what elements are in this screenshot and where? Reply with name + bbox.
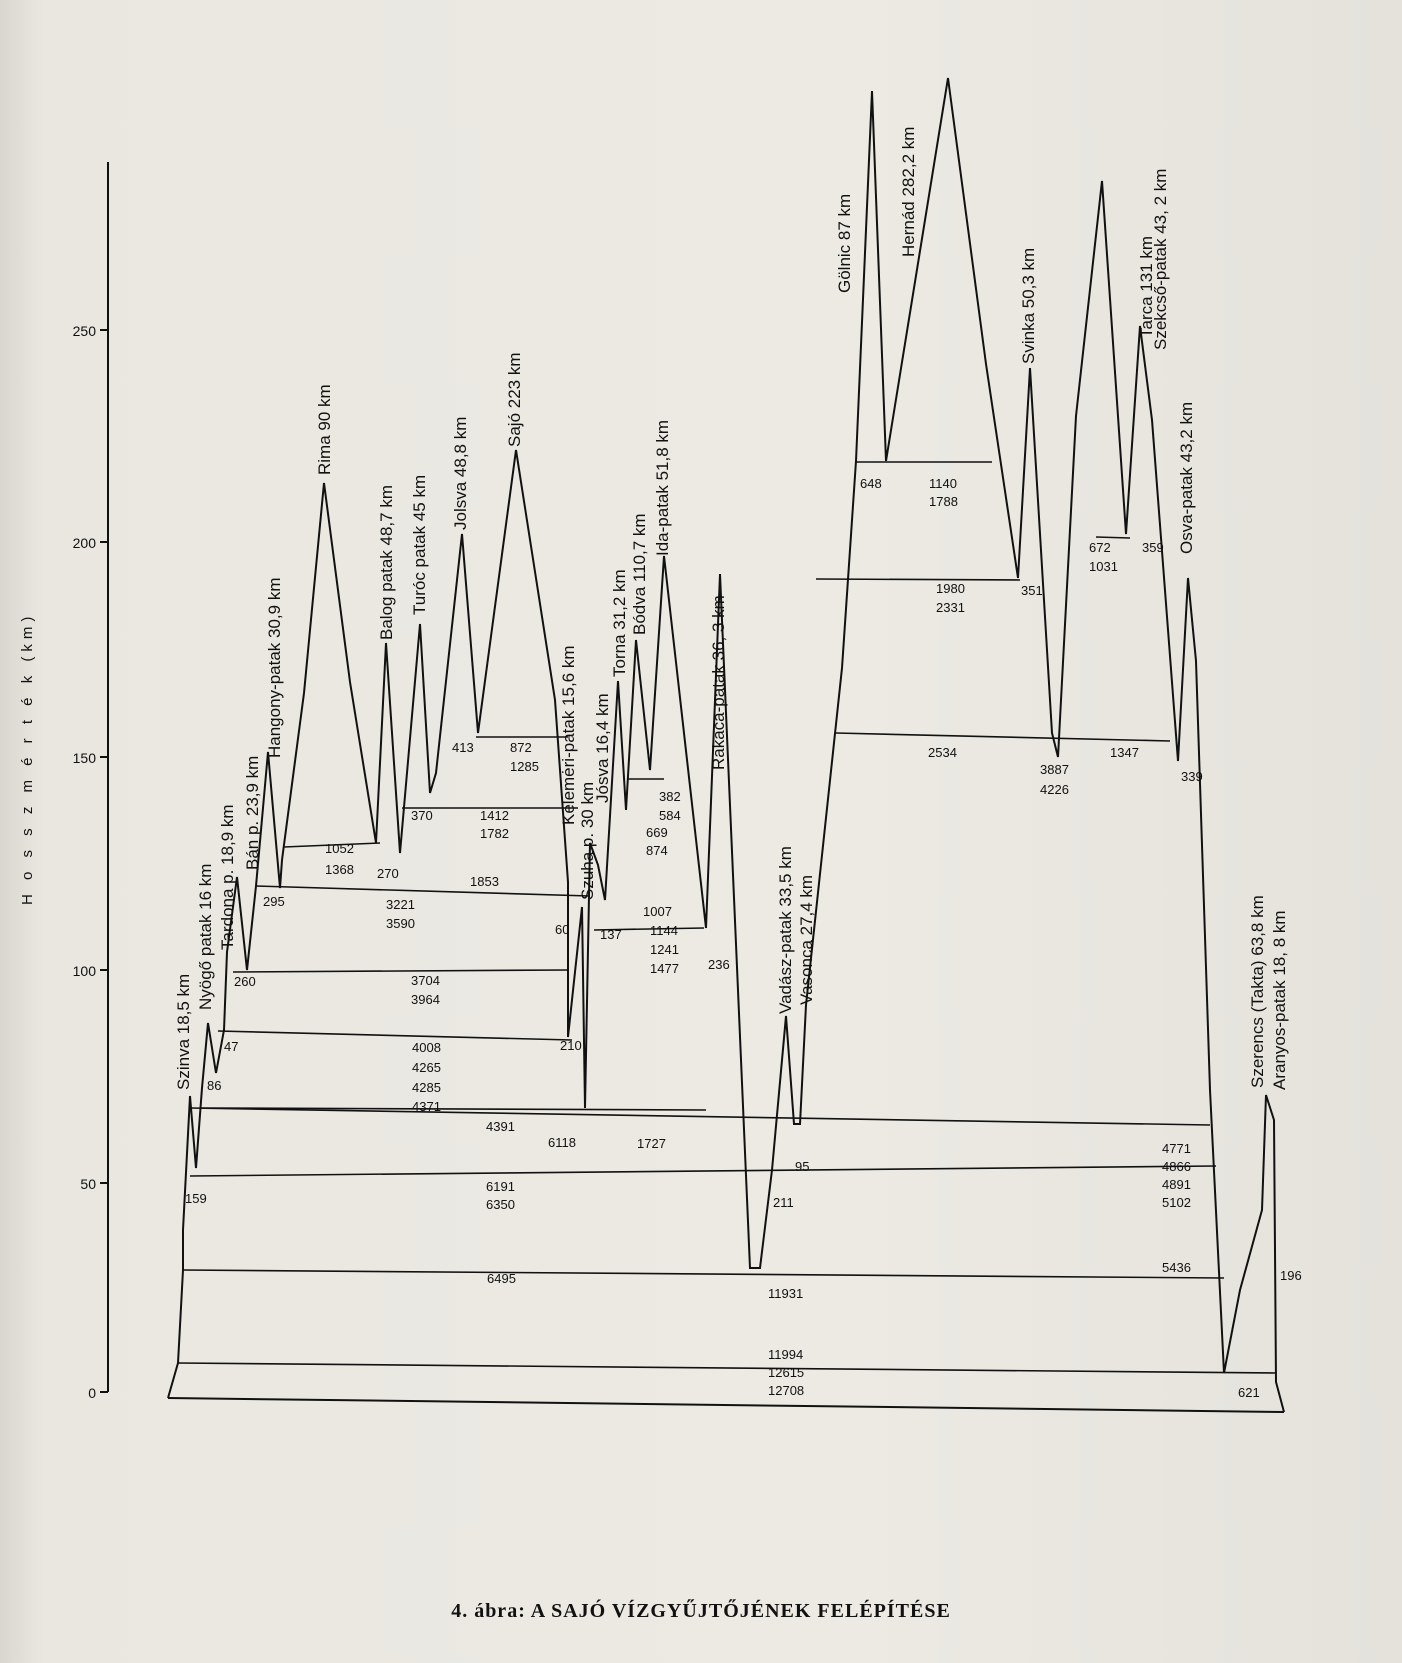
- flow-value-label: 270: [377, 866, 399, 881]
- flow-value-label: 1368: [325, 862, 354, 877]
- flow-value-label: 1007: [643, 904, 672, 919]
- flow-value-label: 3590: [386, 916, 415, 931]
- flow-value-label: 47: [224, 1039, 239, 1054]
- flow-value-label: 95: [795, 1159, 810, 1174]
- flow-value-label: 6191: [486, 1179, 515, 1194]
- stream-label: Ida-patak 51,8 km: [653, 419, 672, 556]
- tick-label: 50: [80, 1176, 96, 1192]
- stream-label: Gölnic 87 km: [835, 193, 854, 293]
- flow-value-label: 137: [600, 927, 622, 942]
- flow-value-label: 4265: [412, 1060, 441, 1075]
- flow-value-label: 1052: [325, 841, 354, 856]
- flow-value-label: 648: [860, 476, 882, 491]
- flow-value-label: 1477: [650, 961, 679, 976]
- flow-value-label: 4866: [1162, 1159, 1191, 1174]
- flow-value-label: 4008: [412, 1040, 441, 1055]
- flow-value-label: 874: [646, 843, 668, 858]
- tributary-baseline: [836, 733, 1170, 741]
- flow-value-label: 12615: [768, 1365, 805, 1380]
- flow-value-label: 60: [555, 922, 570, 937]
- tributary-baseline: [218, 1031, 572, 1040]
- tributary-baseline: [1096, 537, 1130, 538]
- flow-value-label: 6495: [487, 1271, 516, 1286]
- stream-label: Jolsva 48,8 km: [451, 416, 470, 530]
- tributary-baseline: [816, 579, 1020, 580]
- stream-label: Vadász-patak 33,5 km: [776, 846, 795, 1014]
- stream-label: Hernád 282,2 km: [899, 126, 918, 257]
- tributary-baseline: [168, 1398, 1284, 1412]
- stream-label: Tarca 131 km: [1137, 235, 1156, 338]
- flow-value-label: 1727: [637, 1136, 666, 1151]
- value-labels: [185, 476, 1302, 1400]
- flow-value-label: 1980: [936, 581, 965, 596]
- stream-label: Kelemėri-patak 15,6 km: [559, 645, 578, 825]
- stream-label: Tardona p. 18,9 km: [218, 804, 237, 950]
- stream-label: Hangony-patak 30,9 km: [265, 577, 284, 758]
- flow-value-label: 210: [560, 1038, 582, 1053]
- stream-label: Jósva 16,4 km: [593, 693, 612, 803]
- stream-label: Sajó 223 km: [505, 352, 524, 447]
- stream-label: Szinva 18,5 km: [174, 973, 193, 1090]
- flow-value-label: 382: [659, 789, 681, 804]
- stream-label: Torna 31,2 km: [610, 569, 629, 677]
- flow-value-label: 621: [1238, 1385, 1260, 1400]
- flow-value-label: 260: [234, 974, 256, 989]
- tributary-baseline: [190, 1166, 1216, 1176]
- flow-value-label: 86: [207, 1078, 222, 1093]
- flow-value-label: 1285: [510, 759, 539, 774]
- flow-value-label: 4391: [486, 1119, 515, 1134]
- tributary-baseline: [182, 1270, 1224, 1278]
- flow-value-label: 672: [1089, 540, 1111, 555]
- flow-value-label: 1782: [480, 826, 509, 841]
- flow-value-label: 1031: [1089, 559, 1118, 574]
- stream-label: Balog patak 48,7 km: [377, 485, 396, 640]
- flow-value-label: 236: [708, 957, 730, 972]
- stream-label: Osva-patak 43,2 km: [1177, 401, 1196, 554]
- flow-value-label: 1788: [929, 494, 958, 509]
- flow-value-label: 4771: [1162, 1141, 1191, 1156]
- flow-value-label: 5102: [1162, 1195, 1191, 1210]
- axis-tick-200: [73, 535, 108, 551]
- tributary-baseline: [233, 970, 568, 972]
- stream-label: Bódva 110,7 km: [630, 513, 649, 635]
- stream-label: Nyögő patak 16 km: [196, 863, 215, 1010]
- stream-label: Szerencs (Takta) 63,8 km: [1248, 895, 1267, 1088]
- flow-value-label: 370: [411, 808, 433, 823]
- axis-tick-250: [73, 323, 108, 339]
- flow-value-label: 3221: [386, 897, 415, 912]
- flow-value-label: 4285: [412, 1080, 441, 1095]
- flow-value-label: 6350: [486, 1197, 515, 1212]
- axis-tick-0: [88, 1385, 108, 1401]
- tick-label: 150: [72, 750, 96, 766]
- tick-label: 0: [88, 1385, 96, 1401]
- tributary-baseline: [256, 886, 590, 896]
- flow-value-label: 1412: [480, 808, 509, 823]
- flow-value-label: 413: [452, 740, 474, 755]
- flow-value-label: 4891: [1162, 1177, 1191, 1192]
- flow-value-label: 5436: [1162, 1260, 1191, 1275]
- flow-value-label: 359: [1142, 540, 1164, 555]
- flow-value-label: 1241: [650, 942, 679, 957]
- axis-title: H o s s z m é r t é k (km): [19, 611, 36, 905]
- length-axis: [19, 162, 108, 1401]
- stream-label: Vasonca 27,4 km: [797, 874, 816, 1005]
- flow-value-label: 1853: [470, 874, 499, 889]
- axis-tick-150: [73, 750, 108, 766]
- flow-value-label: 295: [263, 894, 285, 909]
- figure-caption: 4. ábra: A SAJÓ VÍZGYŰJTŐJÉNEK FELÉPÍTÉSE: [451, 1600, 951, 1622]
- axis-tick-100: [73, 963, 108, 979]
- flow-value-label: 4226: [1040, 782, 1069, 797]
- stream-label: Svinka 50,3 km: [1019, 247, 1038, 364]
- tick-label: 100: [72, 963, 96, 979]
- flow-value-label: 339: [1181, 769, 1203, 784]
- flow-value-label: 12708: [768, 1383, 805, 1398]
- stream-label: Aranyos-patak 18, 8 km: [1270, 910, 1289, 1090]
- stream-label: Rima 90 km: [315, 384, 334, 475]
- flow-value-label: 3704: [411, 973, 440, 988]
- flow-value-label: 196: [1280, 1268, 1302, 1283]
- axis-tick-50: [80, 1176, 108, 1192]
- tick-label: 200: [72, 535, 96, 551]
- flow-value-label: 4371: [412, 1099, 441, 1114]
- stream-label: Turóc patak 45 km: [410, 474, 429, 615]
- flow-value-label: 2331: [936, 600, 965, 615]
- flow-value-label: 6118: [548, 1135, 576, 1150]
- flow-value-label: 872: [510, 740, 532, 755]
- flow-value-label: 3887: [1040, 762, 1069, 777]
- flow-value-label: 3964: [411, 992, 440, 1007]
- flow-value-label: 1140: [929, 476, 957, 491]
- flow-value-label: 584: [659, 808, 681, 823]
- stream-label: Szuha p. 30 km: [578, 781, 597, 900]
- tributary-baseline: [178, 1363, 1276, 1373]
- flow-value-label: 159: [185, 1191, 207, 1206]
- tick-label: 250: [72, 323, 96, 339]
- flow-value-label: 2534: [928, 745, 957, 760]
- flow-value-label: 11931: [768, 1286, 804, 1301]
- flow-value-label: 11994: [768, 1347, 804, 1362]
- stream-label: Bán p. 23,9 km: [243, 755, 262, 870]
- flow-value-label: 351: [1021, 583, 1043, 598]
- flow-value-label: 1144: [650, 923, 678, 938]
- flow-value-label: 1347: [1110, 745, 1139, 760]
- flow-value-label: 669: [646, 825, 668, 840]
- flow-value-label: 211: [773, 1195, 794, 1210]
- stream-label: Szekcső-patak 43, 2 km: [1151, 168, 1170, 350]
- stream-label: Rakaca-patak 36, 3 km: [709, 595, 728, 770]
